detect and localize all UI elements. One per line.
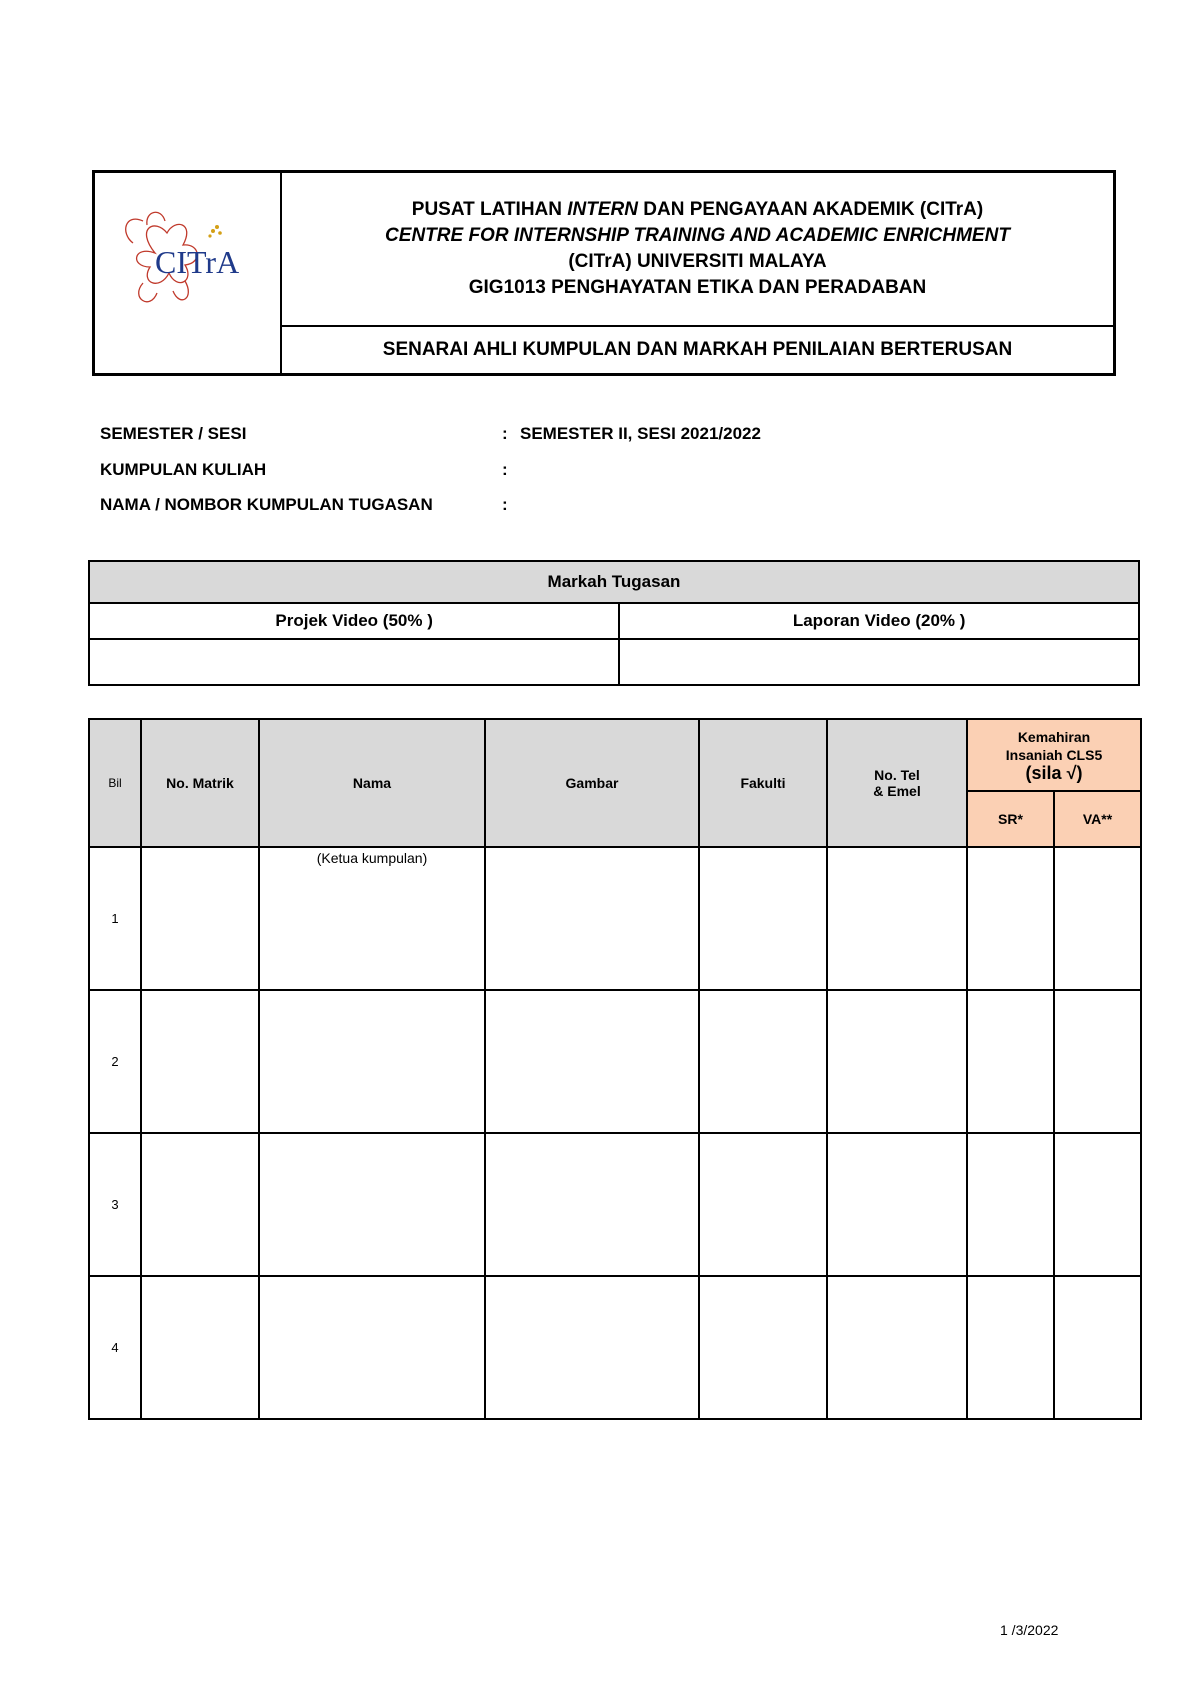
header-title-block <box>282 173 1113 327</box>
info-colon: : <box>502 460 508 479</box>
cell-tel[interactable] <box>827 1133 967 1276</box>
cell-gambar[interactable] <box>485 990 699 1133</box>
row-bil: 1 <box>89 847 141 990</box>
info-colon: : <box>502 424 508 443</box>
hibiscus-logo-icon <box>95 173 282 373</box>
cell-nama[interactable] <box>259 1276 485 1419</box>
marks-table <box>88 560 1140 686</box>
cell-sr[interactable] <box>967 847 1054 990</box>
col-header-tel <box>827 719 967 847</box>
nama-note: (Ketua kumpulan) <box>316 850 428 866</box>
cell-sr[interactable] <box>967 1133 1054 1276</box>
nama-note <box>260 991 484 993</box>
nama-note <box>260 1134 484 1136</box>
marks-col-projek: Projek Video (50% ) <box>89 603 619 639</box>
cell-tel[interactable] <box>827 847 967 990</box>
table-row <box>89 847 1141 990</box>
citra-logo <box>95 173 282 373</box>
col-header-sr: SR* <box>967 791 1054 847</box>
info-label: KUMPULAN KULIAH <box>100 460 267 479</box>
col-header-fakulti: Fakulti <box>699 719 827 847</box>
header-line-3: (CITrA) UNIVERSITI MALAYA <box>568 251 827 272</box>
col-header-bil: Bil <box>89 719 141 847</box>
info-label: NAMA / NOMBOR KUMPULAN TUGASAN <box>100 495 433 514</box>
cell-fakulti[interactable] <box>699 990 827 1133</box>
info-label: SEMESTER / SESI <box>100 424 247 443</box>
members-table <box>88 718 1142 1420</box>
header-line-4: GIG1013 PENGHAYATAN ETIKA DAN PERADABAN <box>468 277 927 298</box>
kemahiran-line-1: Kemahiran <box>1017 728 1091 745</box>
cell-nama[interactable] <box>259 847 485 990</box>
tel-header-line-1: No. Tel <box>874 767 920 783</box>
cell-sr[interactable] <box>967 1276 1054 1419</box>
svg-text:CITrA: CITrA <box>155 244 240 280</box>
col-header-matrik: No. Matrik <box>141 719 259 847</box>
table-row <box>89 990 1141 1133</box>
header-line-2: CENTRE FOR INTERNSHIP TRAINING AND ACADEMIC ENRICHMENT <box>385 225 1010 246</box>
cell-gambar[interactable] <box>485 1133 699 1276</box>
cell-fakulti[interactable] <box>699 1276 827 1419</box>
kemahiran-line-3: (sila √) <box>1025 762 1083 783</box>
table-row <box>89 1133 1141 1276</box>
row-bil: 2 <box>89 990 141 1133</box>
cell-va[interactable] <box>1054 990 1141 1133</box>
kemahiran-line-2: Insaniah CLS5 <box>1005 746 1103 763</box>
cell-matrik[interactable] <box>141 990 259 1133</box>
cell-matrik[interactable] <box>141 1133 259 1276</box>
col-header-gambar: Gambar <box>485 719 699 847</box>
marks-title: Markah Tugasan <box>89 561 1139 603</box>
cell-va[interactable] <box>1054 1276 1141 1419</box>
marks-value-projek[interactable] <box>89 639 619 685</box>
marks-col-laporan: Laporan Video (20% ) <box>619 603 1139 639</box>
footer-date: 1 /3/2022 <box>1000 1622 1059 1638</box>
cell-fakulti[interactable] <box>699 1133 827 1276</box>
cell-va[interactable] <box>1054 1133 1141 1276</box>
cell-tel[interactable] <box>827 1276 967 1419</box>
header-subtitle: SENARAI AHLI KUMPULAN DAN MARKAH PENILAIAN BERTERUSAN <box>382 339 1013 360</box>
cell-nama[interactable] <box>259 1133 485 1276</box>
cell-gambar[interactable] <box>485 1276 699 1419</box>
cell-fakulti[interactable] <box>699 847 827 990</box>
row-bil: 3 <box>89 1133 141 1276</box>
cell-sr[interactable] <box>967 990 1054 1133</box>
cell-matrik[interactable] <box>141 847 259 990</box>
header-line-1: PUSAT LATIHAN INTERN DAN PENGAYAAN AKADEMIK (CITrA) <box>411 199 984 220</box>
col-header-kemahiran <box>967 719 1141 791</box>
cell-va[interactable] <box>1054 847 1141 990</box>
row-bil: 4 <box>89 1276 141 1419</box>
document-header <box>92 170 1116 376</box>
tel-header-line-2: & Emel <box>873 783 921 799</box>
info-value[interactable]: SEMESTER II, SESI 2021/2022 <box>520 424 761 443</box>
info-colon: : <box>502 495 508 514</box>
nama-note <box>260 1277 484 1279</box>
cell-gambar[interactable] <box>485 847 699 990</box>
col-header-va: VA** <box>1054 791 1141 847</box>
marks-value-laporan[interactable] <box>619 639 1139 685</box>
table-row <box>89 1276 1141 1419</box>
cell-nama[interactable] <box>259 990 485 1133</box>
col-header-nama: Nama <box>259 719 485 847</box>
cell-matrik[interactable] <box>141 1276 259 1419</box>
cell-tel[interactable] <box>827 990 967 1133</box>
